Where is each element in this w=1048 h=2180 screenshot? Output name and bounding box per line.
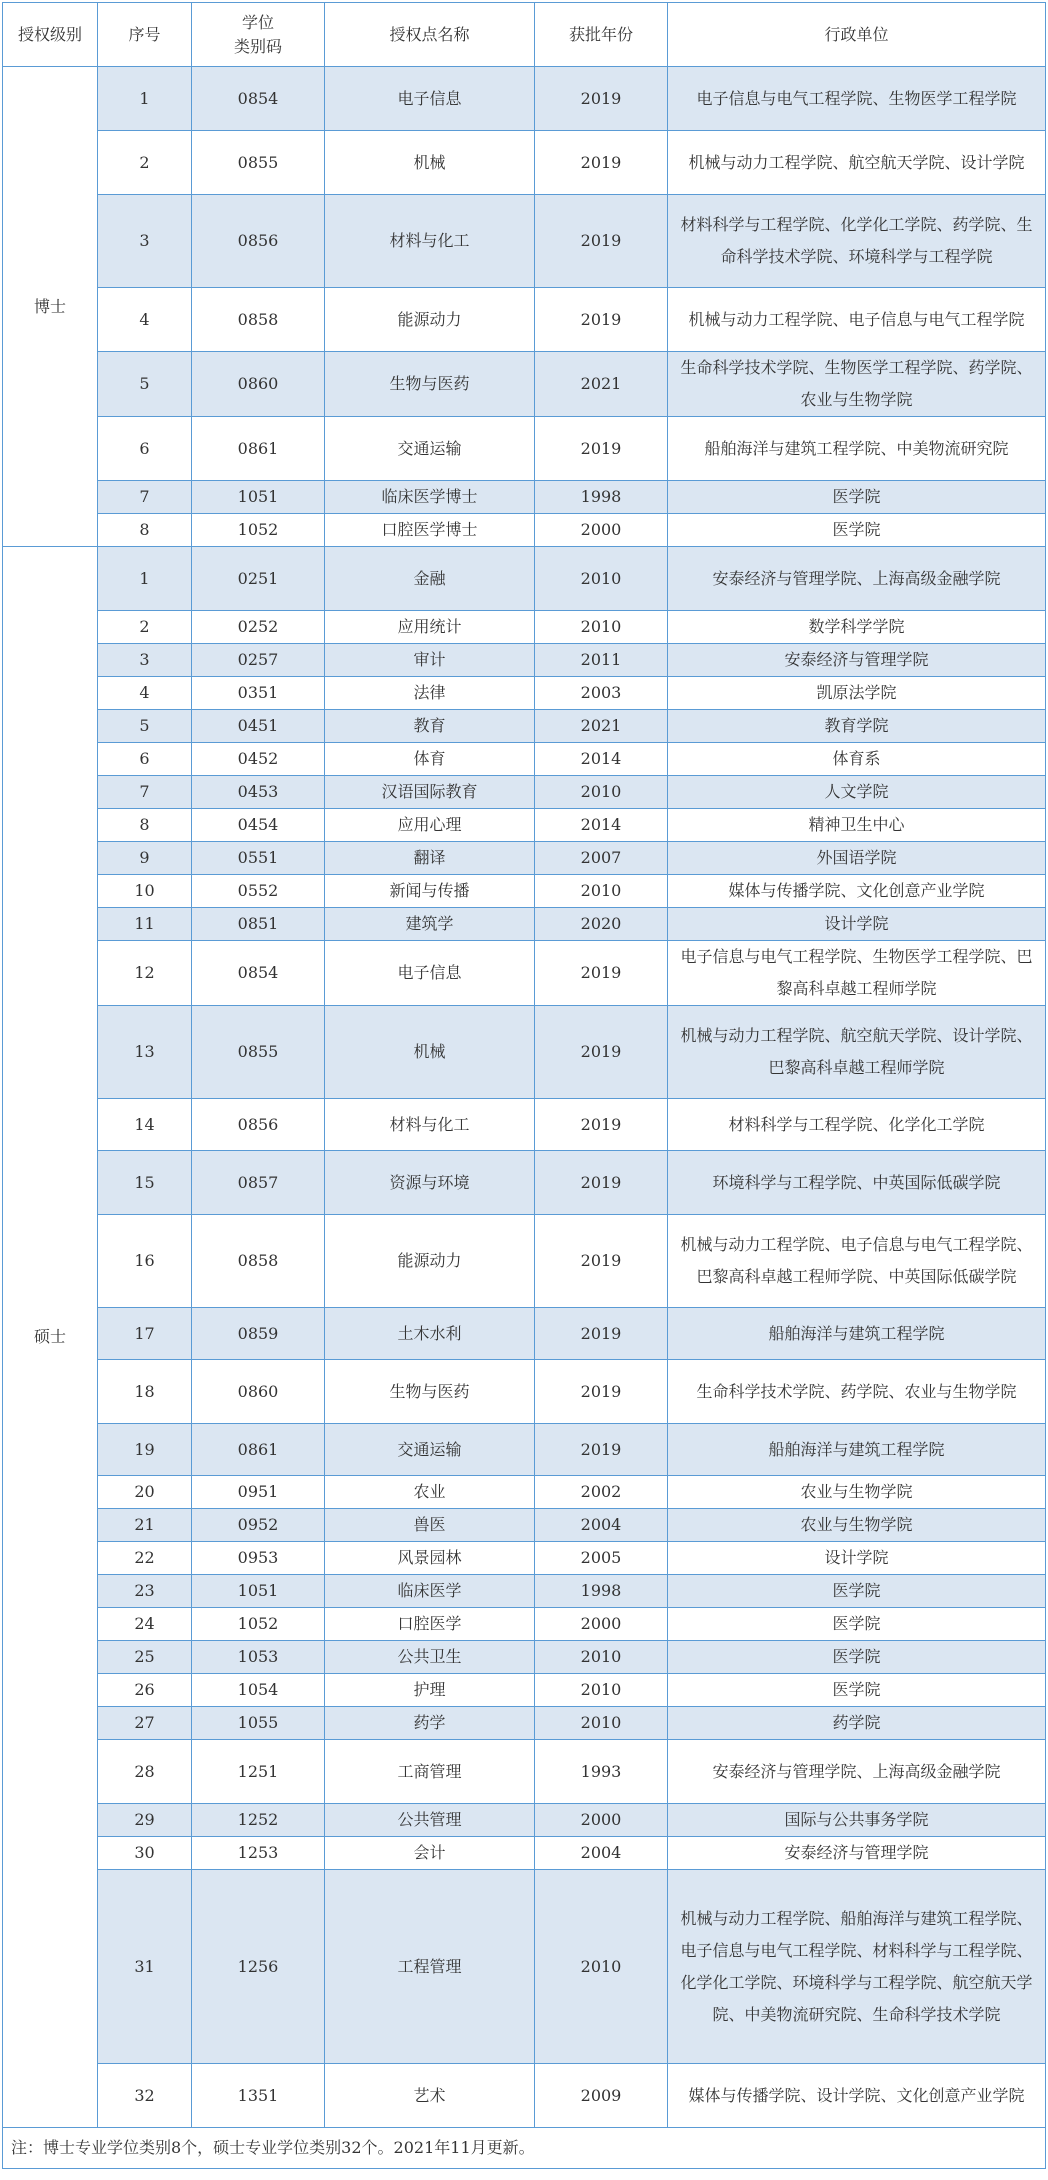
approval-year-cell: 2010 bbox=[535, 611, 668, 644]
row-number-cell: 19 bbox=[98, 1424, 192, 1476]
row-number-cell: 16 bbox=[98, 1215, 192, 1308]
program-name-cell: 审计 bbox=[325, 644, 535, 677]
row-number-cell: 4 bbox=[98, 288, 192, 352]
program-name-cell: 生物与医药 bbox=[325, 1360, 535, 1424]
admin-unit-cell: 媒体与传播学院、设计学院、文化创意产业学院 bbox=[668, 2064, 1046, 2128]
program-name-cell: 汉语国际教育 bbox=[325, 776, 535, 809]
table-row bbox=[3, 1476, 1046, 1509]
table-row bbox=[3, 1804, 1046, 1837]
admin-unit-cell: 医学院 bbox=[668, 1608, 1046, 1641]
degree-code-cell: 0860 bbox=[192, 352, 325, 417]
header-no: 序号 bbox=[98, 3, 192, 67]
degree-code-cell: 1054 bbox=[192, 1674, 325, 1707]
program-name-cell: 机械 bbox=[325, 1006, 535, 1099]
row-number-cell: 7 bbox=[98, 776, 192, 809]
program-name-cell: 能源动力 bbox=[325, 288, 535, 352]
degree-code-cell: 0855 bbox=[192, 1006, 325, 1099]
program-name-cell: 农业 bbox=[325, 1476, 535, 1509]
degree-code-cell: 1256 bbox=[192, 1870, 325, 2064]
admin-unit-cell: 医学院 bbox=[668, 1641, 1046, 1674]
degree-code-cell: 0855 bbox=[192, 131, 325, 195]
admin-unit-cell: 机械与动力工程学院、电子信息与电气工程学院 bbox=[668, 288, 1046, 352]
header-level: 授权级别 bbox=[3, 3, 98, 67]
program-name-cell: 会计 bbox=[325, 1837, 535, 1870]
approval-year-cell: 2019 bbox=[535, 195, 668, 288]
program-name-cell: 机械 bbox=[325, 131, 535, 195]
row-number-cell: 5 bbox=[98, 352, 192, 417]
approval-year-cell: 2010 bbox=[535, 875, 668, 908]
admin-unit-cell: 安泰经济与管理学院、上海高级金融学院 bbox=[668, 1740, 1046, 1804]
row-number-cell: 15 bbox=[98, 1151, 192, 1215]
table-row bbox=[3, 875, 1046, 908]
admin-unit-cell: 人文学院 bbox=[668, 776, 1046, 809]
approval-year-cell: 2010 bbox=[535, 1641, 668, 1674]
admin-unit-cell: 机械与动力工程学院、航空航天学院、设计学院、巴黎高科卓越工程师学院 bbox=[668, 1006, 1046, 1099]
degree-code-cell: 0858 bbox=[192, 1215, 325, 1308]
row-number-cell: 2 bbox=[98, 131, 192, 195]
admin-unit-cell: 机械与动力工程学院、船舶海洋与建筑工程学院、电子信息与电气工程学院、材料科学与工程学院、化学化工学院、环境科学与工程学院、航空航天学院、中美物流研究院、生命科学技术学院 bbox=[668, 1870, 1046, 2064]
approval-year-cell: 2019 bbox=[535, 1006, 668, 1099]
admin-unit-cell: 数学科学学院 bbox=[668, 611, 1046, 644]
table-row bbox=[3, 743, 1046, 776]
degree-code-cell: 0451 bbox=[192, 710, 325, 743]
approval-year-cell: 2014 bbox=[535, 809, 668, 842]
table-row bbox=[3, 195, 1046, 288]
table-row bbox=[3, 481, 1046, 514]
degree-code-cell: 0257 bbox=[192, 644, 325, 677]
approval-year-cell: 2004 bbox=[535, 1509, 668, 1542]
degree-code-cell: 1351 bbox=[192, 2064, 325, 2128]
program-name-cell: 生物与医药 bbox=[325, 352, 535, 417]
approval-year-cell: 2004 bbox=[535, 1837, 668, 1870]
degree-code-cell: 0859 bbox=[192, 1308, 325, 1360]
row-number-cell: 11 bbox=[98, 908, 192, 941]
header-row bbox=[3, 3, 1046, 67]
degree-code-cell: 0854 bbox=[192, 941, 325, 1006]
admin-unit-cell: 安泰经济与管理学院、上海高级金融学院 bbox=[668, 547, 1046, 611]
row-number-cell: 27 bbox=[98, 1707, 192, 1740]
program-name-cell: 公共管理 bbox=[325, 1804, 535, 1837]
program-name-cell: 应用心理 bbox=[325, 809, 535, 842]
degree-code-cell: 1251 bbox=[192, 1740, 325, 1804]
header-name: 授权点名称 bbox=[325, 3, 535, 67]
row-number-cell: 5 bbox=[98, 710, 192, 743]
row-number-cell: 30 bbox=[98, 1837, 192, 1870]
degree-table-container bbox=[2, 2, 1045, 2169]
program-name-cell: 口腔医学 bbox=[325, 1608, 535, 1641]
row-number-cell: 24 bbox=[98, 1608, 192, 1641]
level-cell: 博士 bbox=[3, 67, 98, 547]
table-row bbox=[3, 941, 1046, 1006]
degree-code-cell: 0952 bbox=[192, 1509, 325, 1542]
admin-unit-cell: 材料科学与工程学院、化学化工学院、药学院、生命科学技术学院、环境科学与工程学院 bbox=[668, 195, 1046, 288]
program-name-cell: 电子信息 bbox=[325, 67, 535, 131]
footnote: 注：博士专业学位类别8个，硕士专业学位类别32个。2021年11月更新。 bbox=[3, 2128, 1046, 2169]
approval-year-cell: 2019 bbox=[535, 1360, 668, 1424]
row-number-cell: 1 bbox=[98, 67, 192, 131]
table-row bbox=[3, 710, 1046, 743]
program-name-cell: 工商管理 bbox=[325, 1740, 535, 1804]
approval-year-cell: 2014 bbox=[535, 743, 668, 776]
approval-year-cell: 2009 bbox=[535, 2064, 668, 2128]
degree-code-cell: 0857 bbox=[192, 1151, 325, 1215]
program-name-cell: 土木水利 bbox=[325, 1308, 535, 1360]
program-name-cell: 口腔医学博士 bbox=[325, 514, 535, 547]
admin-unit-cell: 设计学院 bbox=[668, 1542, 1046, 1575]
approval-year-cell: 2021 bbox=[535, 352, 668, 417]
admin-unit-cell: 船舶海洋与建筑工程学院 bbox=[668, 1308, 1046, 1360]
degree-code-cell: 0552 bbox=[192, 875, 325, 908]
table-body bbox=[3, 67, 1046, 2128]
degree-code-cell: 0854 bbox=[192, 67, 325, 131]
table-row bbox=[3, 1837, 1046, 1870]
admin-unit-cell: 医学院 bbox=[668, 1575, 1046, 1608]
admin-unit-cell: 外国语学院 bbox=[668, 842, 1046, 875]
row-number-cell: 32 bbox=[98, 2064, 192, 2128]
row-number-cell: 25 bbox=[98, 1641, 192, 1674]
program-name-cell: 能源动力 bbox=[325, 1215, 535, 1308]
table-row bbox=[3, 1674, 1046, 1707]
degree-code-cell: 0252 bbox=[192, 611, 325, 644]
program-name-cell: 艺术 bbox=[325, 2064, 535, 2128]
admin-unit-cell: 机械与动力工程学院、航空航天学院、设计学院 bbox=[668, 131, 1046, 195]
degree-code-cell: 0856 bbox=[192, 1099, 325, 1151]
degree-code-cell: 0860 bbox=[192, 1360, 325, 1424]
program-name-cell: 材料与化工 bbox=[325, 1099, 535, 1151]
table-row bbox=[3, 1870, 1046, 2064]
degree-code-cell: 0251 bbox=[192, 547, 325, 611]
table-row bbox=[3, 514, 1046, 547]
admin-unit-cell: 医学院 bbox=[668, 481, 1046, 514]
degree-code-cell: 0861 bbox=[192, 1424, 325, 1476]
degree-code-cell: 0454 bbox=[192, 809, 325, 842]
table-row bbox=[3, 417, 1046, 481]
admin-unit-cell: 电子信息与电气工程学院、生物医学工程学院 bbox=[668, 67, 1046, 131]
approval-year-cell: 1993 bbox=[535, 1740, 668, 1804]
approval-year-cell: 2019 bbox=[535, 1308, 668, 1360]
program-name-cell: 金融 bbox=[325, 547, 535, 611]
row-number-cell: 10 bbox=[98, 875, 192, 908]
admin-unit-cell: 安泰经济与管理学院 bbox=[668, 644, 1046, 677]
program-name-cell: 护理 bbox=[325, 1674, 535, 1707]
table-row bbox=[3, 288, 1046, 352]
approval-year-cell: 2010 bbox=[535, 776, 668, 809]
table-row bbox=[3, 644, 1046, 677]
approval-year-cell: 2011 bbox=[535, 644, 668, 677]
admin-unit-cell: 媒体与传播学院、文化创意产业学院 bbox=[668, 875, 1046, 908]
row-number-cell: 22 bbox=[98, 1542, 192, 1575]
approval-year-cell: 1998 bbox=[535, 481, 668, 514]
table-row bbox=[3, 908, 1046, 941]
table-row bbox=[3, 677, 1046, 710]
row-number-cell: 8 bbox=[98, 514, 192, 547]
degree-code-cell: 0351 bbox=[192, 677, 325, 710]
approval-year-cell: 2005 bbox=[535, 1542, 668, 1575]
row-number-cell: 31 bbox=[98, 1870, 192, 2064]
header-year: 获批年份 bbox=[535, 3, 668, 67]
program-name-cell: 药学 bbox=[325, 1707, 535, 1740]
program-name-cell: 资源与环境 bbox=[325, 1151, 535, 1215]
admin-unit-cell: 生命科学技术学院、药学院、农业与生物学院 bbox=[668, 1360, 1046, 1424]
approval-year-cell: 2010 bbox=[535, 1707, 668, 1740]
degree-code-cell: 1253 bbox=[192, 1837, 325, 1870]
approval-year-cell: 2000 bbox=[535, 514, 668, 547]
program-name-cell: 体育 bbox=[325, 743, 535, 776]
row-number-cell: 4 bbox=[98, 677, 192, 710]
row-number-cell: 3 bbox=[98, 195, 192, 288]
approval-year-cell: 2002 bbox=[535, 1476, 668, 1509]
row-number-cell: 17 bbox=[98, 1308, 192, 1360]
approval-year-cell: 2007 bbox=[535, 842, 668, 875]
program-name-cell: 交通运输 bbox=[325, 417, 535, 481]
admin-unit-cell: 农业与生物学院 bbox=[668, 1476, 1046, 1509]
table-row bbox=[3, 1099, 1046, 1151]
degree-code-cell: 1051 bbox=[192, 1575, 325, 1608]
approval-year-cell: 2003 bbox=[535, 677, 668, 710]
table-row bbox=[3, 352, 1046, 417]
table-row bbox=[3, 547, 1046, 611]
approval-year-cell: 2019 bbox=[535, 131, 668, 195]
degree-code-cell: 0858 bbox=[192, 288, 325, 352]
row-number-cell: 23 bbox=[98, 1575, 192, 1608]
approval-year-cell: 2021 bbox=[535, 710, 668, 743]
admin-unit-cell: 医学院 bbox=[668, 514, 1046, 547]
degree-code-cell: 0851 bbox=[192, 908, 325, 941]
degree-code-cell: 1053 bbox=[192, 1641, 325, 1674]
level-cell: 硕士 bbox=[3, 547, 98, 2128]
approval-year-cell: 2010 bbox=[535, 1674, 668, 1707]
admin-unit-cell: 船舶海洋与建筑工程学院、中美物流研究院 bbox=[668, 417, 1046, 481]
row-number-cell: 8 bbox=[98, 809, 192, 842]
degree-code-cell: 0551 bbox=[192, 842, 325, 875]
degree-code-cell: 1051 bbox=[192, 481, 325, 514]
degree-code-cell: 0452 bbox=[192, 743, 325, 776]
table-row bbox=[3, 1641, 1046, 1674]
header-unit: 行政单位 bbox=[668, 3, 1046, 67]
admin-unit-cell: 生命科学技术学院、生物医学工程学院、药学院、农业与生物学院 bbox=[668, 352, 1046, 417]
approval-year-cell: 2019 bbox=[535, 1099, 668, 1151]
degree-code-cell: 1052 bbox=[192, 514, 325, 547]
degree-code-cell: 0453 bbox=[192, 776, 325, 809]
degree-code-cell: 1055 bbox=[192, 1707, 325, 1740]
admin-unit-cell: 机械与动力工程学院、电子信息与电气工程学院、巴黎高科卓越工程师学院、中英国际低碳学院 bbox=[668, 1215, 1046, 1308]
admin-unit-cell: 材料科学与工程学院、化学化工学院 bbox=[668, 1099, 1046, 1151]
table-row bbox=[3, 1740, 1046, 1804]
row-number-cell: 18 bbox=[98, 1360, 192, 1424]
admin-unit-cell: 设计学院 bbox=[668, 908, 1046, 941]
program-name-cell: 新闻与传播 bbox=[325, 875, 535, 908]
program-name-cell: 法律 bbox=[325, 677, 535, 710]
table-row bbox=[3, 809, 1046, 842]
footnote-row bbox=[3, 2128, 1046, 2169]
approval-year-cell: 2019 bbox=[535, 1215, 668, 1308]
program-name-cell: 交通运输 bbox=[325, 1424, 535, 1476]
admin-unit-cell: 凯原法学院 bbox=[668, 677, 1046, 710]
row-number-cell: 20 bbox=[98, 1476, 192, 1509]
approval-year-cell: 2010 bbox=[535, 1870, 668, 2064]
approval-year-cell: 2000 bbox=[535, 1804, 668, 1837]
table-row bbox=[3, 1151, 1046, 1215]
row-number-cell: 1 bbox=[98, 547, 192, 611]
table-row bbox=[3, 1006, 1046, 1099]
approval-year-cell: 2020 bbox=[535, 908, 668, 941]
approval-year-cell: 2019 bbox=[535, 941, 668, 1006]
approval-year-cell: 2010 bbox=[535, 547, 668, 611]
admin-unit-cell: 教育学院 bbox=[668, 710, 1046, 743]
row-number-cell: 9 bbox=[98, 842, 192, 875]
table-row bbox=[3, 1608, 1046, 1641]
row-number-cell: 14 bbox=[98, 1099, 192, 1151]
table-row bbox=[3, 1542, 1046, 1575]
table-row bbox=[3, 1575, 1046, 1608]
row-number-cell: 21 bbox=[98, 1509, 192, 1542]
row-number-cell: 29 bbox=[98, 1804, 192, 1837]
approval-year-cell: 2019 bbox=[535, 1151, 668, 1215]
admin-unit-cell: 医学院 bbox=[668, 1674, 1046, 1707]
row-number-cell: 2 bbox=[98, 611, 192, 644]
program-name-cell: 应用统计 bbox=[325, 611, 535, 644]
row-number-cell: 13 bbox=[98, 1006, 192, 1099]
admin-unit-cell: 电子信息与电气工程学院、生物医学工程学院、巴黎高科卓越工程师学院 bbox=[668, 941, 1046, 1006]
row-number-cell: 26 bbox=[98, 1674, 192, 1707]
degree-code-cell: 1052 bbox=[192, 1608, 325, 1641]
program-name-cell: 电子信息 bbox=[325, 941, 535, 1006]
table-row bbox=[3, 1707, 1046, 1740]
degree-code-cell: 0953 bbox=[192, 1542, 325, 1575]
admin-unit-cell: 体育系 bbox=[668, 743, 1046, 776]
table-row bbox=[3, 67, 1046, 131]
row-number-cell: 28 bbox=[98, 1740, 192, 1804]
admin-unit-cell: 农业与生物学院 bbox=[668, 1509, 1046, 1542]
program-name-cell: 翻译 bbox=[325, 842, 535, 875]
table-row bbox=[3, 131, 1046, 195]
table-row bbox=[3, 776, 1046, 809]
program-name-cell: 教育 bbox=[325, 710, 535, 743]
program-name-cell: 工程管理 bbox=[325, 1870, 535, 2064]
admin-unit-cell: 环境科学与工程学院、中英国际低碳学院 bbox=[668, 1151, 1046, 1215]
table-row bbox=[3, 2064, 1046, 2128]
table-row bbox=[3, 611, 1046, 644]
admin-unit-cell: 船舶海洋与建筑工程学院 bbox=[668, 1424, 1046, 1476]
degree-code-cell: 0856 bbox=[192, 195, 325, 288]
program-name-cell: 临床医学博士 bbox=[325, 481, 535, 514]
admin-unit-cell: 安泰经济与管理学院 bbox=[668, 1837, 1046, 1870]
approval-year-cell: 2019 bbox=[535, 1424, 668, 1476]
row-number-cell: 6 bbox=[98, 417, 192, 481]
approval-year-cell: 2019 bbox=[535, 288, 668, 352]
program-name-cell: 材料与化工 bbox=[325, 195, 535, 288]
degree-authorization-table bbox=[2, 2, 1046, 2169]
admin-unit-cell: 药学院 bbox=[668, 1707, 1046, 1740]
row-number-cell: 7 bbox=[98, 481, 192, 514]
approval-year-cell: 2019 bbox=[535, 67, 668, 131]
table-row bbox=[3, 1308, 1046, 1360]
table-row bbox=[3, 1360, 1046, 1424]
admin-unit-cell: 国际与公共事务学院 bbox=[668, 1804, 1046, 1837]
program-name-cell: 风景园林 bbox=[325, 1542, 535, 1575]
admin-unit-cell: 精神卫生中心 bbox=[668, 809, 1046, 842]
degree-code-cell: 0861 bbox=[192, 417, 325, 481]
table-row bbox=[3, 842, 1046, 875]
row-number-cell: 3 bbox=[98, 644, 192, 677]
header-code: 学位 类别码 bbox=[192, 3, 325, 67]
degree-code-cell: 1252 bbox=[192, 1804, 325, 1837]
approval-year-cell: 2000 bbox=[535, 1608, 668, 1641]
degree-code-cell: 0951 bbox=[192, 1476, 325, 1509]
row-number-cell: 12 bbox=[98, 941, 192, 1006]
program-name-cell: 兽医 bbox=[325, 1509, 535, 1542]
program-name-cell: 建筑学 bbox=[325, 908, 535, 941]
table-row bbox=[3, 1215, 1046, 1308]
table-row bbox=[3, 1509, 1046, 1542]
program-name-cell: 公共卫生 bbox=[325, 1641, 535, 1674]
program-name-cell: 临床医学 bbox=[325, 1575, 535, 1608]
row-number-cell: 6 bbox=[98, 743, 192, 776]
approval-year-cell: 2019 bbox=[535, 417, 668, 481]
approval-year-cell: 1998 bbox=[535, 1575, 668, 1608]
table-row bbox=[3, 1424, 1046, 1476]
